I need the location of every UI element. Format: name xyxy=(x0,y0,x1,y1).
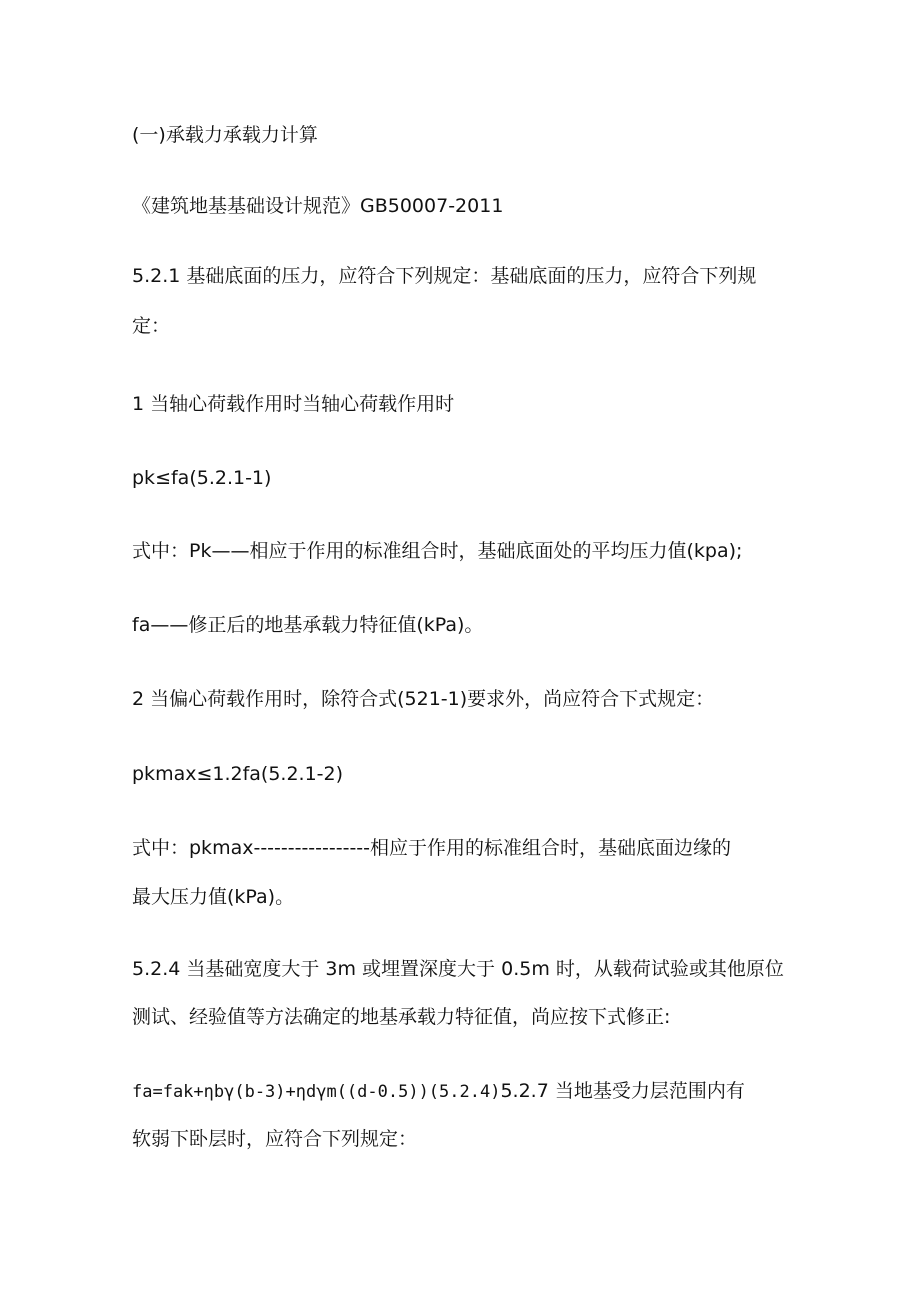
item-2-eccentric-load: 2 当偏心荷载作用时，除符合式(521-1)要求外，尚应符合下式规定： xyxy=(132,688,715,710)
clause-5-2-4-line-2: 测试、经验值等方法确定的地基承载力特征值，尚应按下式修正: xyxy=(132,1006,671,1028)
item-1-axial-load: 1 当轴心荷载作用时当轴心荷载作用时 xyxy=(132,393,455,415)
definition-fa: fa——修正后的地基承载力特征值(kPa)。 xyxy=(132,614,484,636)
definition-pk: 式中：Pk——相应于作用的标准组合时，基础底面处的平均压力值(kpa); xyxy=(132,540,743,562)
definition-pkmax-line-1: 式中：pkmax-----------------相应于作用的标准组合时，基础底面边缘的 xyxy=(132,837,732,859)
clause-5-2-1-line-1: 5.2.1 基础底面的压力，应符合下列规定：基础底面的压力，应符合下列规 xyxy=(132,265,757,287)
clause-5-2-4-line-1: 5.2.4 当基础宽度大于 3m 或埋置深度大于 0.5m 时，从载荷试验或其他原位 xyxy=(132,958,784,980)
section-heading: (一)承载力承载力计算 xyxy=(132,124,318,146)
clause-5-2-1-line-2: 定： xyxy=(132,315,171,337)
clause-5-2-7-line-1: 5.2.7 当地基受力层范围内有 xyxy=(500,1080,745,1102)
definition-pkmax-line-2: 最大压力值(kPa)。 xyxy=(132,886,295,908)
formula-5-2-1-1: pk≤fa(5.2.1-1) xyxy=(132,467,272,489)
clause-5-2-7-line-2: 软弱下卧层时，应符合下列规定： xyxy=(132,1128,418,1150)
code-reference: 《建筑地基基础设计规范》GB50007-2011 xyxy=(132,195,504,217)
formula-5-2-1-2: pkmax≤1.2fa(5.2.1-2) xyxy=(132,763,344,785)
formula-5-2-4: fa=fak+ηbγ(b-3)+ηdγm((d-0.5))(5.2.4) xyxy=(132,1082,501,1102)
formula-and-clause-5-2-7 xyxy=(132,1079,745,1104)
